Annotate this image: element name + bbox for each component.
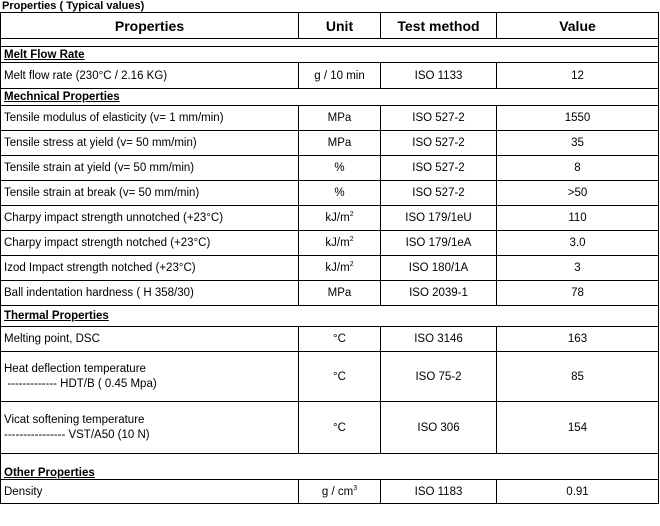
- unit-superscript: 2: [349, 211, 354, 218]
- property-cell: Charpy impact strength notched (+23°C): [1, 231, 299, 256]
- value-cell: 0.91: [497, 480, 659, 504]
- table-row: [1, 181, 659, 206]
- method-cell: ISO 1133: [381, 63, 497, 89]
- unit-cell: g / 10 min: [299, 63, 381, 89]
- value-cell: 85: [497, 352, 659, 402]
- property-cell: Melt flow rate (230°C / 2.16 KG): [1, 63, 299, 89]
- property-cell: Density: [1, 480, 299, 504]
- table-row: [1, 63, 659, 89]
- table-row: [1, 352, 659, 402]
- method-cell: ISO 3146: [381, 327, 497, 352]
- table-row: [1, 256, 659, 281]
- method-cell: ISO 1183: [381, 480, 497, 504]
- unit-base: kJ/m: [325, 212, 350, 224]
- method-cell: ISO 527-2: [381, 131, 497, 156]
- value-cell: 3: [497, 256, 659, 281]
- property-cell: Tensile modulus of elasticity (v= 1 mm/min): [1, 106, 299, 131]
- section-melt-flow: [1, 47, 659, 63]
- header-row: [1, 13, 659, 39]
- property-cell: Tensile strain at break (v= 50 mm/min): [1, 181, 299, 206]
- table-row: [1, 281, 659, 306]
- method-cell: ISO 75-2: [381, 352, 497, 402]
- property-line-1: Heat deflection temperature: [4, 362, 146, 375]
- unit-base: kJ/m: [325, 237, 350, 249]
- section-mechanical: [1, 89, 659, 106]
- value-cell: 8: [497, 156, 659, 181]
- method-cell: ISO 179/1eU: [381, 206, 497, 231]
- value-cell: 3.0: [497, 231, 659, 256]
- section-title: Thermal Properties: [1, 306, 659, 327]
- value-cell: >50: [497, 181, 659, 206]
- header-value: Value: [497, 13, 659, 39]
- table-row: [1, 131, 659, 156]
- property-line-2: ------------- HDT/B ( 0.45 Mpa): [4, 377, 157, 390]
- property-cell: Melting point, DSC: [1, 327, 299, 352]
- table-row: [1, 327, 659, 352]
- section-thermal: [1, 306, 659, 327]
- method-cell: ISO 306: [381, 402, 497, 454]
- unit-superscript: 3: [353, 484, 358, 492]
- unit-cell: °C: [299, 402, 381, 454]
- unit-cell: °C: [299, 327, 381, 352]
- unit-base: g / cm: [321, 485, 354, 498]
- header-unit: Unit: [299, 13, 381, 39]
- method-cell: ISO 527-2: [381, 106, 497, 131]
- unit-cell: MPa: [299, 281, 381, 306]
- property-cell: Izod Impact strength notched (+23°C): [1, 256, 299, 281]
- property-cell: Tensile strain at yield (v= 50 mm/min): [1, 156, 299, 181]
- method-cell: ISO 527-2: [381, 156, 497, 181]
- property-cell: Ball indentation hardness ( H 358/30): [1, 281, 299, 306]
- unit-cell: [299, 256, 381, 281]
- spacer-row: [1, 39, 659, 47]
- value-cell: 12: [497, 63, 659, 89]
- table-row: [1, 156, 659, 181]
- method-cell: ISO 527-2: [381, 181, 497, 206]
- method-cell: ISO 2039-1: [381, 281, 497, 306]
- unit-superscript: 2: [349, 236, 354, 243]
- property-line-2: ---------------- VST/A50 (10 N): [4, 428, 150, 441]
- table-row: [1, 480, 659, 504]
- unit-cell: [299, 480, 381, 504]
- method-cell: ISO 179/1eA: [381, 231, 497, 256]
- property-cell: [1, 402, 299, 454]
- property-cell: [1, 352, 299, 402]
- unit-cell: MPa: [299, 106, 381, 131]
- table-row: [1, 231, 659, 256]
- unit-cell: [299, 206, 381, 231]
- value-cell: 78: [497, 281, 659, 306]
- method-cell: ISO 180/1A: [381, 256, 497, 281]
- unit-cell: MPa: [299, 131, 381, 156]
- table-row: [1, 206, 659, 231]
- unit-cell: °C: [299, 352, 381, 402]
- unit-cell: %: [299, 181, 381, 206]
- properties-table: [0, 12, 659, 504]
- unit-base: kJ/m: [325, 262, 350, 274]
- header-test-method: Test method: [381, 13, 497, 39]
- section-title: Other Properties: [1, 454, 659, 480]
- property-cell: Charpy impact strength unnotched (+23°C): [1, 206, 299, 231]
- section-title: Melt Flow Rate: [1, 47, 659, 63]
- property-line-1: Vicat softening temperature: [4, 413, 145, 426]
- property-cell: Tensile stress at yield (v= 50 mm/min): [1, 131, 299, 156]
- page-title: Properties ( Typical values): [2, 0, 145, 12]
- table-row: [1, 106, 659, 131]
- value-cell: 163: [497, 327, 659, 352]
- section-other: [1, 454, 659, 480]
- value-cell: 1550: [497, 106, 659, 131]
- value-cell: 154: [497, 402, 659, 454]
- table-row: [1, 402, 659, 454]
- header-properties: Properties: [1, 13, 299, 39]
- unit-cell: [299, 231, 381, 256]
- value-cell: 35: [497, 131, 659, 156]
- unit-superscript: 2: [349, 261, 354, 268]
- unit-cell: %: [299, 156, 381, 181]
- value-cell: 110: [497, 206, 659, 231]
- section-title: Mechnical Properties: [1, 89, 659, 106]
